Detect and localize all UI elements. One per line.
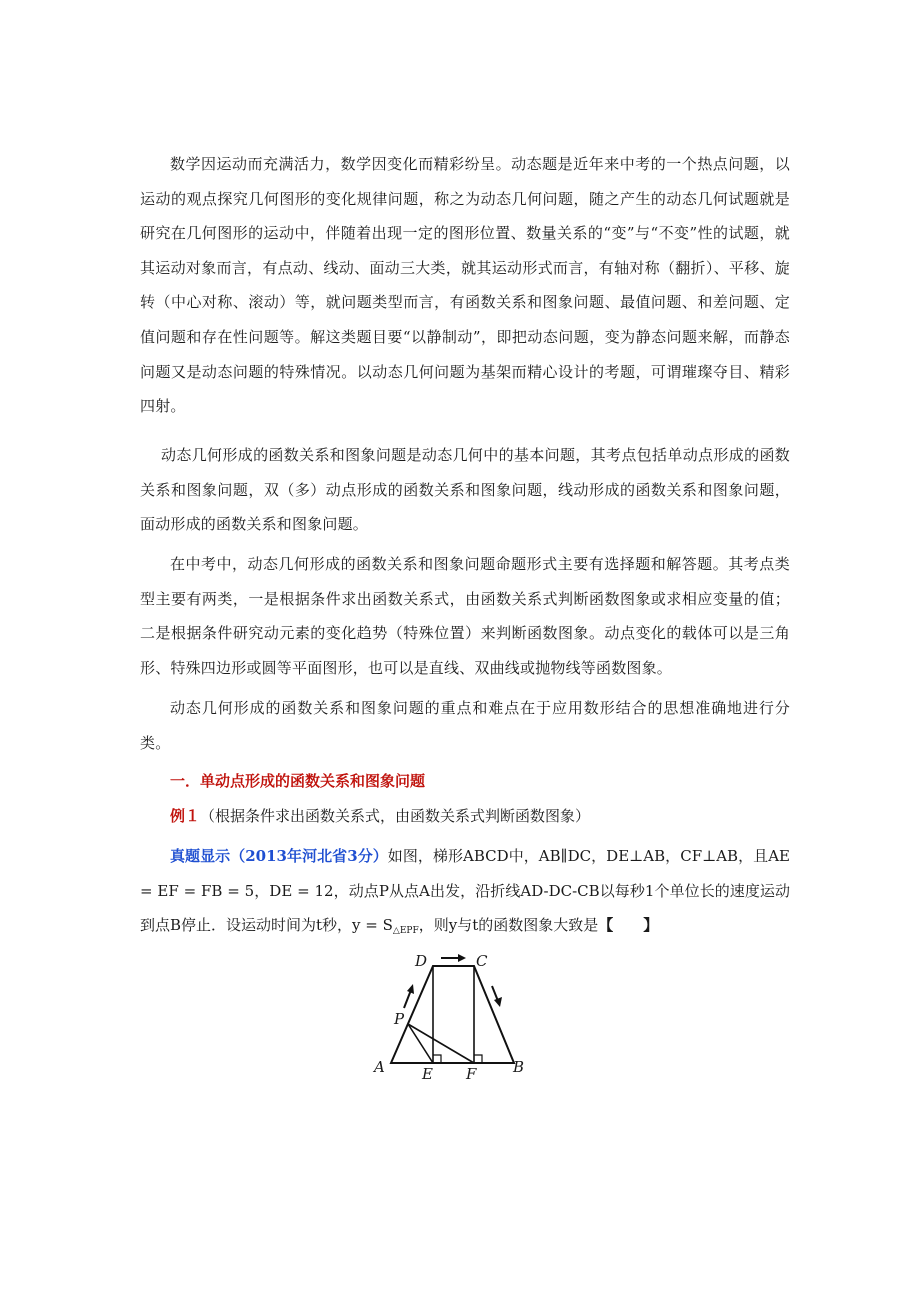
problem-text-end: ，则y与t的函数图象大致是 [418, 916, 599, 935]
problem-text-start: 如图，梯形ABCD中，AB∥DC，DE⊥AB，CF⊥AB，且AE = EF = FB = 5，DE = 12，动点P从点A出发，沿折线AD-DC-CB以每秒1个单位长的速度运动到点B停止．设运动时间为t秒，y = S [140, 847, 790, 935]
problem-source: （2013年河北省3分） [230, 847, 388, 865]
answer-bracket: 【 】 [598, 916, 659, 935]
label-d: D [415, 952, 428, 970]
problem-tag: 真题显示 [170, 847, 231, 865]
label-b: B [513, 1058, 525, 1076]
arrow-ad-head [407, 984, 414, 994]
label-c: C [476, 952, 488, 970]
topic-paragraph: 动态几何形成的函数关系和图象问题是动态几何中的基本问题，其考点包括单动点形成的函数关系和图象问题，双（多）动点形成的函数关系和图象问题，线动形成的函数关系和图象问题，面动形成的函数关系和图象问题。 [140, 446, 790, 534]
right-angle-mark-e [433, 1055, 441, 1063]
label-f: F [466, 1065, 477, 1083]
example-label: 例１ [170, 807, 201, 825]
exam-format-paragraph: 在中考中，动态几何形成的函数关系和图象问题命题形式主要有选择题和解答题。其考点类型主要有两类，一是根据条件求出函数关系式，由函数关系式判断函数图象或求相应变量的值；二是根据条件研究动元素的变化趋势（特殊位置）来判断函数图象。动点变化的载体可以是三角形、特殊四边形或圆等平面图形，也可以是直线、双曲线或抛物线等函数图象。 [140, 555, 790, 677]
trapezoid-figure [370, 948, 540, 1084]
label-p: P [394, 1010, 405, 1028]
label-e: E [422, 1065, 433, 1083]
right-angle-mark-f [474, 1055, 482, 1063]
area-subscript: △EPF [392, 926, 419, 937]
label-a: A [374, 1058, 385, 1076]
trapezoid-abcd [391, 966, 514, 1063]
example-heading [170, 801, 590, 831]
problem-statement [140, 839, 790, 949]
key-difficulty-paragraph: 动态几何形成的函数关系和图象问题的重点和难点在于应用数形结合的思想准确地进行分类。 [140, 699, 790, 752]
section-heading: 一．单动点形成的函数关系和图象问题 [170, 772, 426, 790]
arrow-ad-shaft [404, 990, 411, 1008]
example-description: （根据条件求出函数关系式，由函数关系式判断函数图象） [200, 807, 591, 825]
segment-pe [408, 1024, 433, 1063]
arrow-cb-head [494, 997, 502, 1007]
intro-paragraph: 数学因运动而充满活力，数学因变化而精彩纷呈。动态题是近年来中考的一个热点问题，以运动的观点探究几何图形的变化规律问题，称之为动态几何问题，随之产生的动态几何试题就是研究在几何图形的运动中，伴随着出现一定的图形位置、数量关系的“变”与“不变”性的试题，就其运动对象而言，有点动、线动、面动三大类，就其运动形式而言，有轴对称（翻折）、平移、旋转（中心对称、滚动）等，就问题类型而言，有函数关系和图象问题、最值问题、和差问题、定值问题和存在性问题等。解这类题目要“以静制动”，即把动态问题，变为静态问题来解，而静态问题又是动态问题的特殊情况。以动态几何问题为基架而精心设计的考题，可谓璀璨夺目、精彩四射。 [140, 155, 790, 416]
arrow-cb-shaft [492, 986, 498, 1001]
arrow-dc-head [458, 954, 466, 962]
